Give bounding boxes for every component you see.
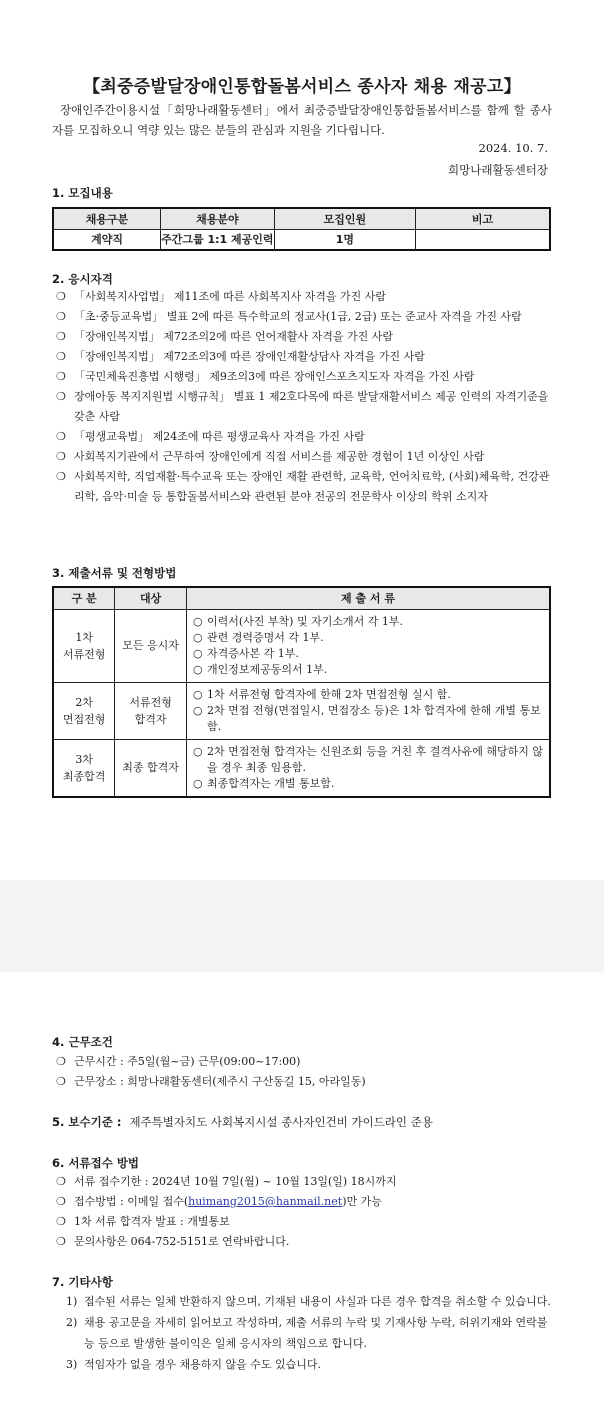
table-row: [53, 229, 550, 250]
circle-bullet-icon: ○: [192, 614, 203, 628]
target-label: 서류전형 합격자: [129, 695, 172, 726]
table-cell: 1명: [274, 229, 415, 250]
table-header-cell: 제 출 서 류: [186, 587, 550, 609]
section-5-heading: 5. 보수기준 :: [52, 1115, 122, 1129]
stage-cell: [53, 682, 115, 739]
table-cell: 주간그룹 1:1 제공인력: [161, 229, 275, 250]
table-header-cell: 모집인원: [274, 208, 415, 229]
bullet-icon: ❍: [56, 350, 66, 363]
list-item: ❍ 근무장소 : 희망나래활동센터(제주시 구산동길 15, 아라일동): [56, 1072, 552, 1092]
other-notes-list: [56, 1291, 552, 1375]
table-header-row: [53, 587, 550, 609]
screening-table: [52, 586, 551, 798]
bullet-icon: ❍: [56, 310, 66, 323]
list-item: ❍ 1차 서류 합격자 발표 : 개별통보: [56, 1212, 552, 1232]
bullet-icon: ❍: [56, 330, 66, 343]
target-label: 최종 합격자: [122, 761, 179, 775]
circle-bullet-icon: ○: [192, 662, 203, 676]
table-cell: [416, 229, 550, 250]
bullet-icon: ❍: [56, 1235, 66, 1248]
section-5: [52, 1114, 433, 1130]
bullet-icon: ❍: [56, 1055, 66, 1068]
stage-cell: [53, 609, 115, 682]
stage-cell: [53, 739, 115, 797]
list-item: ❍ 「초·중등교육법」 별표 2에 따른 특수학교의 정교사(1급, 2급) 또는 준교사 자격을 가진 사람: [56, 307, 552, 327]
documents-cell: [186, 682, 550, 739]
list-item: ❍ 「장애인복지법」 제72조의2에 따른 언어재활사 자격을 가진 사람: [56, 327, 552, 347]
table-header-cell: 대상: [115, 587, 187, 609]
page-separator: [0, 880, 604, 972]
list-item: ○ 개인정보제공동의서 1부.: [192, 662, 328, 676]
target-label: 모든 응시자: [122, 639, 179, 652]
bullet-icon: ❍: [56, 430, 66, 443]
email-link[interactable]: huimang2015@hanmail.net: [188, 1195, 343, 1208]
list-item: ❍ 「장애인복지법」 제72조의3에 따른 장애인재활상담사 자격을 가진 사람: [56, 347, 552, 367]
list-item: ❍ 「평생교육법」 제24조에 따른 평생교육사 자격을 가진 사람: [56, 427, 552, 447]
circle-bullet-icon: ○: [192, 646, 203, 660]
bullet-icon: ❍: [56, 1075, 66, 1088]
issuer-name: 희망나래활동센터장: [448, 163, 548, 177]
circle-bullet-icon: ○: [192, 744, 203, 758]
bullet-icon: ❍: [56, 1215, 66, 1228]
section-1-heading: 1. 모집내용: [52, 186, 113, 200]
list-item: 2) 채용 공고문을 자세히 읽어보고 작성하며, 제출 서류의 누락 및 기재사항 누락, 허위기재와 연락불능 등으로 발생한 불이익은 일체 응시자의 책임으로 합니다.: [66, 1316, 548, 1350]
circle-bullet-icon: ○: [192, 630, 203, 644]
circle-bullet-icon: ○: [192, 776, 203, 790]
list-item: 3) 적임자가 없을 경우 채용하지 않을 수도 있습니다.: [66, 1358, 321, 1371]
list-item: ○ 이력서(사진 부착) 및 자기소개서 각 1부.: [192, 614, 403, 628]
target-cell: [115, 682, 187, 739]
list-item: ○ 2차 면접 전형(면접일시, 면접장소 등)은 1차 합격자에 한해 개별 통보함.: [192, 703, 541, 733]
section-4-heading: 4. 근무조건: [52, 1035, 113, 1049]
list-item: ❍ 「국민체육진흥법 시행령」 제9조의3에 따른 장애인스포츠지도자 자격을 가진 사람: [56, 367, 552, 387]
bullet-icon: ❍: [56, 1195, 66, 1208]
section-2-heading: 2. 응시자격: [52, 272, 113, 286]
notice-date: 2024. 10. 7.: [478, 141, 548, 155]
salary-standard-text: 제주특별자치도 사회복지시설 종사자인건비 가이드라인 준용: [129, 1115, 433, 1129]
section-6-heading: 6. 서류접수 방법: [52, 1156, 140, 1170]
list-item: ❍ 문의사항은 064-752-5151로 연락바랍니다.: [56, 1232, 552, 1252]
intro-paragraph: 장애인주간이용시설「희망나래활동센터」에서 최중증발달장애인통합돌봄서비스를 함께 할 종사자를 모집하오니 역량 있는 많은 분들의 관심과 지원을 기다립니다.: [52, 103, 552, 137]
bullet-icon: ❍: [56, 390, 66, 403]
table-header-cell: 구 분: [53, 587, 115, 609]
bullet-icon: ❍: [56, 370, 66, 383]
table-cell: 계약직: [53, 229, 161, 250]
list-item: ❍ 장애아동 복지지원법 시행규칙」 별표 1 제2호다목에 따른 발달재활서비스 제공 인력의 자격기준을 갖춘 사람: [56, 387, 552, 427]
list-item: ❍ 「사회복지사업법」 제11조에 따른 사회복지사 자격을 가진 사람: [56, 287, 552, 307]
list-item: ○ 최종합격자는 개별 통보함.: [192, 776, 335, 790]
list-item: 1) 접수된 서류는 일체 반환하지 않으며, 기재된 내용이 사실과 다른 경우 합격을 취소할 수 있습니다.: [66, 1295, 551, 1308]
list-item: ○ 2차 면접전형 합격자는 신원조회 등을 거친 후 결격사유에 해당하지 않을 경우 최종 임용함.: [192, 744, 543, 774]
table-header-cell: 비고: [416, 208, 550, 229]
list-item: ❍ 근무시간 : 주5일(월~금) 근무(09:00~17:00): [56, 1052, 552, 1072]
target-cell: [115, 739, 187, 797]
page-title: 【최중증발달장애인통합돌봄서비스 종사자 채용 재공고】: [83, 77, 521, 97]
documents-cell: [186, 739, 550, 797]
documents-cell: [186, 609, 550, 682]
list-item: ❍ 사회복지기관에서 근무하여 장애인에게 직접 서비스를 제공한 경험이 1년 이상인 사람: [56, 447, 552, 467]
table-row: [53, 682, 550, 739]
application-method-list: [56, 1172, 552, 1252]
bullet-icon: ❍: [56, 290, 66, 303]
stage-label: 2차 면접전형: [62, 695, 106, 726]
bullet-icon: ❍: [56, 470, 66, 483]
list-item: ○ 자격증사본 각 1부.: [192, 646, 299, 660]
section-3-heading: 3. 제출서류 및 전형방법: [52, 566, 177, 580]
recruitment-table: [52, 207, 551, 251]
table-row: [53, 739, 550, 797]
stage-label: 3차 최종합격: [62, 752, 106, 783]
table-header-cell: 채용구분: [53, 208, 161, 229]
target-cell: [115, 609, 187, 682]
table-row: [53, 609, 550, 682]
table-header-cell: 채용분야: [161, 208, 275, 229]
qualification-list: [56, 287, 552, 507]
circle-bullet-icon: ○: [192, 703, 203, 717]
list-item: ❍ 서류 접수기한 : 2024년 10월 7일(월) ~ 10월 13일(일) 18시까지: [56, 1172, 552, 1192]
bullet-icon: ❍: [56, 1175, 66, 1188]
document-page-2: [0, 972, 604, 1401]
work-conditions-list: [56, 1052, 552, 1092]
list-item: ❍ 사회복지학, 직업재활·특수교육 또는 장애인 재활 관련학, 교육학, 언어치료학, (사회)체육학, 건강관리학, 음악·미술 등 통합돌봄서비스와 관련된 분야 전공의 전문학사 이상의 학위 소지자: [56, 467, 552, 507]
list-item: ○ 1차 서류전형 합격자에 한해 2차 면접전형 실시 함.: [192, 687, 451, 701]
circle-bullet-icon: ○: [192, 687, 203, 701]
bullet-icon: ❍: [56, 450, 66, 463]
table-header-row: [53, 208, 550, 229]
stage-label: 1차 서류전형: [62, 630, 106, 661]
list-item: ○ 관련 경력증명서 각 1부.: [192, 630, 324, 644]
section-7-heading: 7. 기타사항: [52, 1275, 113, 1289]
list-item: ❍ 접수방법 : 이메일 접수(huimang2015@hanmail.net)만 가능: [56, 1192, 552, 1212]
